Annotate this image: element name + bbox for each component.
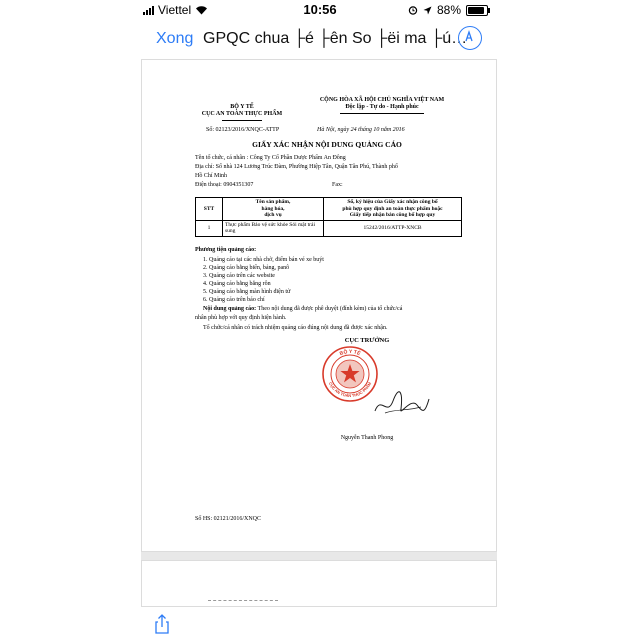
signature bbox=[371, 387, 431, 421]
table-row bbox=[196, 220, 462, 236]
media-item: 3. Quảng cáo trên các website bbox=[203, 273, 275, 279]
column-certificate-line: Số, ký hiệu của Giấy xác nhận công bố bbox=[347, 199, 438, 205]
document-date: Hà Nội, ngày 24 tháng 10 năm 2016 bbox=[317, 127, 405, 133]
stamp-bottom-text: CỤC AN TOÀN THỰC PHẨM bbox=[327, 381, 373, 399]
bottom-toolbar bbox=[0, 607, 640, 640]
media-item: 5. Quảng cáo bằng màn hình điện tử bbox=[203, 289, 291, 295]
media-item: 6. Quảng cáo trên báo chí bbox=[203, 297, 265, 303]
content-paragraph-line-1 bbox=[203, 306, 402, 313]
right-head-divider bbox=[340, 113, 424, 114]
cell-certificate: 15242/2016/ATTP-XNCB bbox=[324, 220, 462, 236]
document-heading: GIẤY XÁC NHẬN NỘI DUNG QUẢNG CÁO bbox=[252, 140, 402, 149]
fax-line: Fax: bbox=[332, 182, 343, 188]
media-item: 4. Quảng cáo bằng băng rôn bbox=[203, 281, 271, 287]
media-heading: Phương tiện quảng cáo: bbox=[195, 247, 257, 253]
document-title: GPQC chua ├é ├ên So ├ëi ma ├ú… bbox=[203, 30, 468, 47]
cell-stt: 1 bbox=[196, 220, 223, 236]
product-table bbox=[195, 197, 462, 237]
agency-name: CỤC AN TOÀN THỰC PHẨM bbox=[201, 111, 283, 117]
address-line-2: Hồ Chí Minh bbox=[195, 173, 228, 179]
address-line-1: Địa chỉ: Số nhà 124 Lương Trúc Đàm, Phường Hiệp Tân, Quận Tân Phú, Thành phố bbox=[195, 164, 398, 170]
responsibility-line: Tổ chức/cá nhân có trách nhiệm quảng cáo đúng nội dung đã được xác nhận. bbox=[203, 325, 388, 331]
markup-pen-icon bbox=[458, 26, 480, 48]
phone-line: Điện thoại: 0904351307 bbox=[195, 182, 254, 188]
column-product-line: hàng hóa, bbox=[261, 205, 285, 212]
status-time: 10:56 bbox=[303, 2, 337, 17]
document-number: Số: 02123/2016/XNQC-ATTP bbox=[206, 127, 280, 133]
document-page-2 bbox=[141, 560, 497, 607]
column-certificate bbox=[324, 198, 462, 221]
media-item: 1. Quảng cáo tại các nhà chờ, điểm bán vé xe buýt bbox=[203, 257, 324, 263]
left-head-divider bbox=[222, 120, 262, 121]
share-icon[interactable] bbox=[151, 613, 173, 635]
done-button[interactable]: Xong bbox=[156, 30, 194, 47]
signer-name: Nguyễn Thanh Phong bbox=[340, 435, 394, 441]
document-page-1 bbox=[141, 59, 497, 552]
column-product-line: Tên sản phẩm, bbox=[255, 199, 291, 205]
content-label: Nội dung quảng cáo: bbox=[203, 306, 257, 312]
column-certificate-line: phù hợp quy định an toàn thực phẩm hoặc bbox=[342, 205, 443, 212]
markup-button[interactable] bbox=[458, 26, 482, 50]
column-stt: STT bbox=[196, 198, 223, 221]
content-text: Theo nội dung đã được phê duyệt (đính kèm) của tổ chức/cá bbox=[256, 306, 403, 312]
table-header-row bbox=[196, 198, 462, 221]
cell-product-line: Thực phẩm Bảo vệ sức khỏe Sỏi mật trái bbox=[225, 221, 315, 228]
battery-percent: 88% bbox=[436, 3, 461, 17]
cell-product-line: sung bbox=[225, 228, 236, 234]
country-motto: Độc lập - Tự do - Hạnh phúc bbox=[345, 104, 419, 110]
page-2-partial-text bbox=[208, 600, 278, 602]
record-number: Số HS: 02121/2016/XNQC bbox=[195, 516, 262, 522]
media-item: 2. Quảng cáo bằng biển, bảng, panô bbox=[203, 265, 290, 271]
status-bar bbox=[0, 0, 640, 22]
organization-line: Tên tổ chức, cá nhân : Công Ty Cổ Phần Dược Phẩm An Đông bbox=[195, 155, 346, 161]
content-paragraph-line-2: nhân phù hợp với quy định hiện hành. bbox=[195, 315, 287, 321]
column-product bbox=[223, 198, 324, 221]
column-product-line: dịch vụ bbox=[264, 212, 282, 218]
country-name: CỘNG HÒA XÃ HỘI CHỦ NGHĨA VIỆT NAM bbox=[319, 97, 445, 103]
battery-fill bbox=[468, 7, 484, 14]
cell-product bbox=[223, 220, 324, 236]
battery-icon bbox=[466, 5, 488, 16]
column-certificate-line: Giấy tiếp nhận bản công bố hợp quy bbox=[349, 212, 436, 218]
nav-bar bbox=[0, 22, 640, 56]
alarm-icon bbox=[408, 5, 418, 15]
status-right bbox=[408, 3, 488, 17]
location-arrow-icon bbox=[423, 6, 432, 15]
signer-title: CỤC TRƯỞNG bbox=[344, 337, 390, 344]
stamp-top-text: BỘ Y TẾ bbox=[338, 348, 362, 358]
carrier-name: Viettel bbox=[158, 3, 192, 17]
ministry-name: BỘ Y TẾ bbox=[230, 104, 254, 110]
